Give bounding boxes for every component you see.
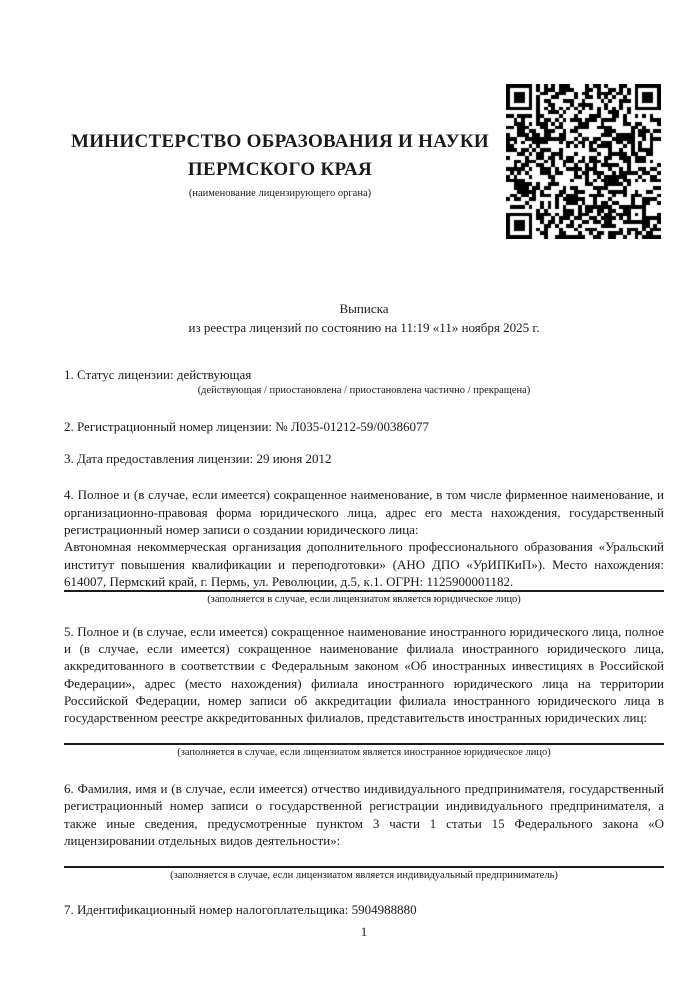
page-number: 1 xyxy=(360,924,368,939)
individual-entrepreneur-caption: (заполняется в случае, если лицензиатом является индивидуальный предприниматель) xyxy=(170,870,558,882)
item-legal-entity xyxy=(64,486,664,606)
document-title-line1: Выписка xyxy=(339,301,389,316)
foreign-legal-entity-label: 5. Полное и (в случае, если имеется) сокращенное наименование иностранного юридического лица, полное и (в случае, если имеется) сокращенное наименование филиала иностранного юридического лица, аккредитованного в соответствии с Федеральным законом «Об иностранных инвестициях в Российской Федерации», адрес (место нахождения) филиала иностранного юридического лица на территории Российской Федерации, номер записи об аккредитации филиала иностранного юридического лица в государственном реестре аккредитованных филиалов, представительств иностранных юридических лиц: xyxy=(64,623,664,726)
individual-entrepreneur-blank-field xyxy=(64,849,664,868)
licensing-authority-name xyxy=(64,128,496,184)
foreign-legal-entity-blank-field xyxy=(64,726,664,745)
legal-entity-value: Автономная некоммерческая организация дополнительного профессионального образования «Уральский институт повышения квалификации и переподготовки» (АНО ДПО «УрИПКиП»). Место нахождения: 614007, Пермский край, г. Пермь, ул. Революции, д.5, к.1. ОГРН: 1125900001182. xyxy=(64,538,664,592)
item-foreign-legal-entity xyxy=(64,623,664,760)
ministry-name-line1: МИНИСТЕРСТВО ОБРАЗОВАНИЯ И НАУКИ xyxy=(70,131,490,152)
item-individual-entrepreneur xyxy=(64,780,664,883)
individual-entrepreneur-label: 6. Фамилия, имя и (в случае, если имеется) отчество индивидуального предпринимателя, государственный регистрационный номер записи о государственной регистрации индивидуального предпринимателя, а также иные сведения, предусмотренные пунктом 3 части 1 статьи 15 Федерального закона «О лицензировании отдельных видов деятельности»: xyxy=(64,780,664,848)
license-status-options-caption: (действующая / приостановлена / приостановлена частично / прекращена) xyxy=(197,385,531,397)
legal-entity-label: 4. Полное и (в случае, если имеется) сокращенное наименование, в том числе фирменное наименование, и организационно-правовая форма юридического лица, адрес его места нахождения, государственный регистрационный номер записи о создании юридического лица: xyxy=(64,487,664,537)
letterhead-caption: (наименование лицензирующего органа) xyxy=(188,188,372,199)
ministry-name-line2: ПЕРМСКОГО КРАЯ xyxy=(187,159,373,180)
item-license-status: 1. Статус лицензии: действующая xyxy=(64,367,252,382)
item-license-grant-date: 3. Дата предоставления лицензии: 29 июня 2012 xyxy=(64,451,332,467)
document-body xyxy=(64,300,664,918)
letterhead xyxy=(64,0,496,200)
document-title-line2: из реестра лицензий по состоянию на 11:19 «11» ноября 2025 г. xyxy=(188,319,540,335)
qr-code xyxy=(506,84,661,239)
item-taxpayer-id: 7. Идентификационный номер налогоплательщика: 5904988880 xyxy=(64,901,417,917)
legal-entity-caption: (заполняется в случае, если лицензиатом является юридическое лицо) xyxy=(207,594,521,606)
document-title xyxy=(64,300,664,337)
item-registration-number: 2. Регистрационный номер лицензии: № Л035-01212-59/00386077 xyxy=(64,418,430,434)
foreign-legal-entity-caption: (заполняется в случае, если лицензиатом является иностранное юридическое лицо) xyxy=(177,747,551,759)
